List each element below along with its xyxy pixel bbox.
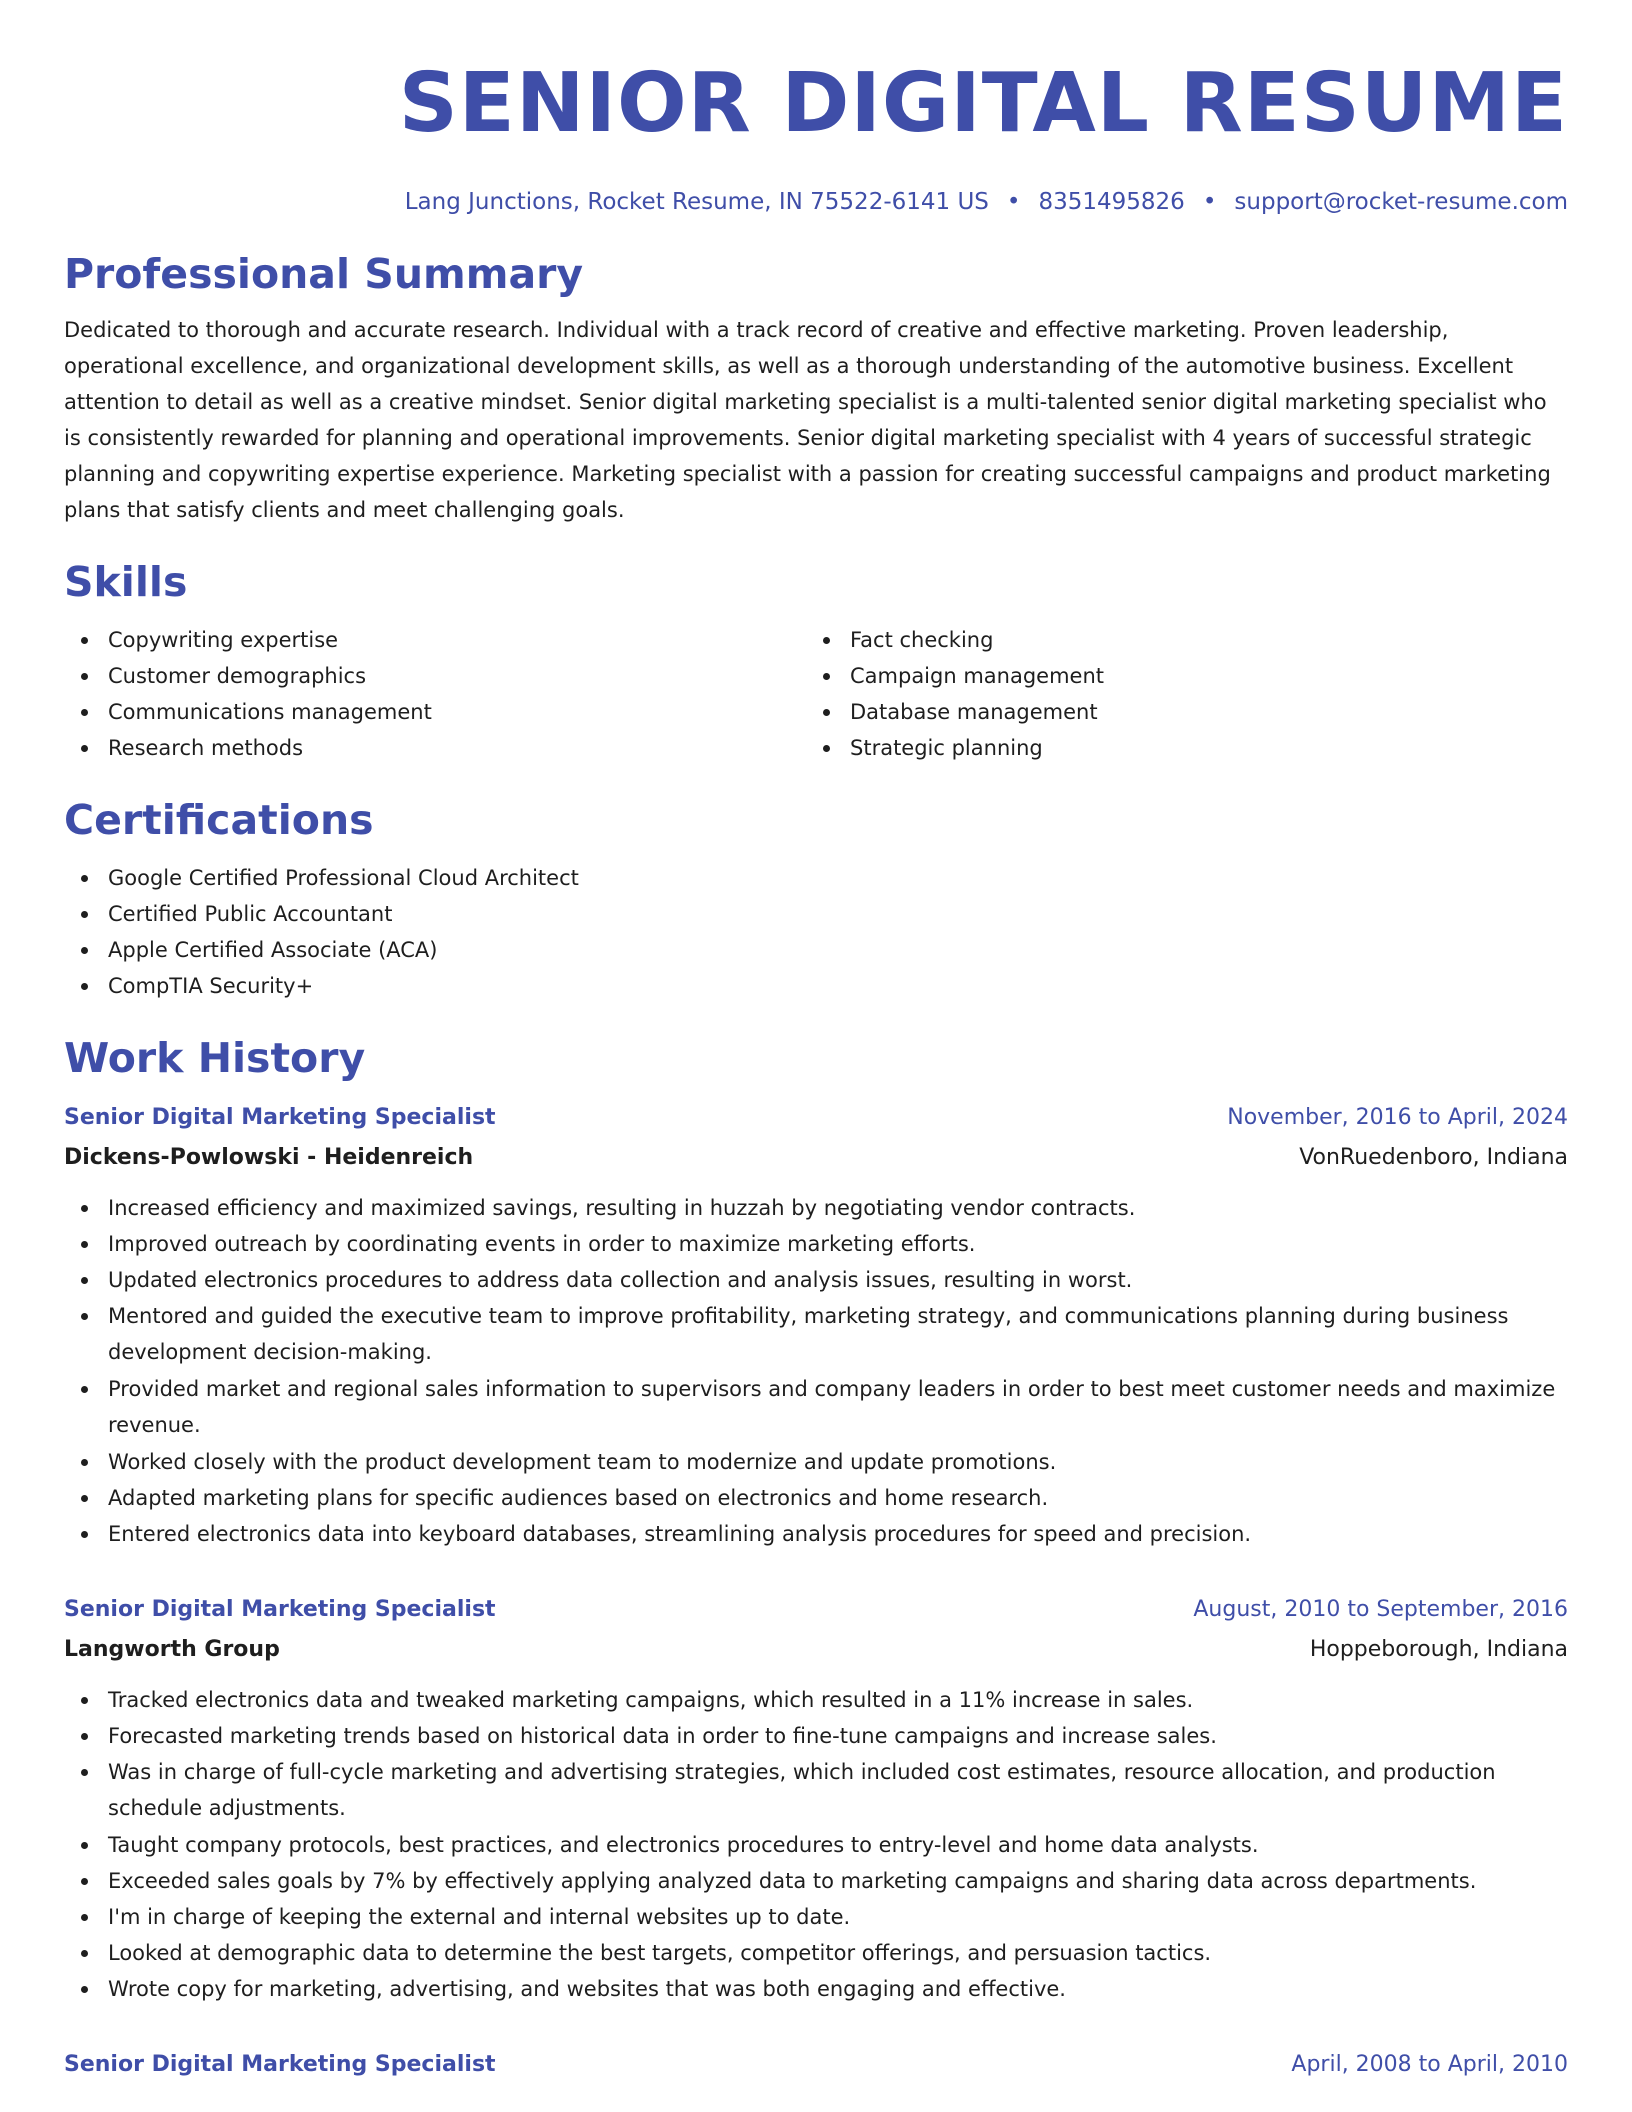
job-bullet: Tracked electronics data and tweaked marketing campaigns, which resulted in a 11% increase in sales. <box>64 1682 1568 1718</box>
contact-email[interactable]: support@rocket-resume.com <box>1234 189 1568 215</box>
job-dates: November, 2016 to April, 2024 <box>1227 1105 1568 1130</box>
work-history-heading: Work History <box>64 1034 366 1082</box>
skill-item: Research methods <box>64 730 806 766</box>
skill-item: Campaign management <box>806 658 1548 694</box>
skill-item: Customer demographics <box>64 658 806 694</box>
certification-item: CompTIA Security+ <box>64 968 1568 1004</box>
job-bullet: Improved outreach by coordinating events in order to maximize marketing efforts. <box>64 1226 1568 1262</box>
job-subheader <box>64 1138 1568 1178</box>
job-role: Senior Digital Marketing Specialist <box>64 2052 496 2077</box>
job-bullet: Increased efficiency and maximized savings, resulting in huzzah by negotiating vendor contracts. <box>64 1190 1568 1226</box>
job-bullet: Mentored and guided the executive team to improve profitability, marketing strategy, and communications planning during business development decision-making. <box>64 1298 1568 1370</box>
job-bullet: I'm in charge of keeping the external and internal websites up to date. <box>64 1899 1568 1935</box>
job-bullet: Was in charge of full-cycle marketing and advertising strategies, which included cost estimates, resource allocation, and production schedule adjustments. <box>64 1754 1568 1826</box>
skill-item: Strategic planning <box>806 730 1548 766</box>
job-header <box>64 1590 1568 1630</box>
contact-separator: • <box>1006 189 1021 215</box>
skill-item: Copywriting expertise <box>64 622 806 658</box>
resume-title: SENIOR DIGITAL RESUME <box>398 56 1568 151</box>
job-company: Dickens-Powlowski - Heidenreich <box>64 1145 474 1170</box>
summary-heading: Professional Summary <box>64 250 584 298</box>
job-company: Langworth Group <box>64 1637 280 1662</box>
skill-item: Fact checking <box>806 622 1548 658</box>
job-role: Senior Digital Marketing Specialist <box>64 1597 496 1622</box>
skills-heading: Skills <box>64 558 188 606</box>
certifications-heading: Certifications <box>64 796 374 844</box>
job-dates: August, 2010 to September, 2016 <box>1193 1597 1568 1622</box>
skill-item: Database management <box>806 694 1548 730</box>
job-header <box>64 2045 1568 2085</box>
job-entry <box>64 2045 1568 2085</box>
job-bullet: Provided market and regional sales information to supervisors and company leaders in order to best meet customer needs and maximize revenue. <box>64 1371 1568 1443</box>
job-bullet: Looked at demographic data to determine the best targets, competitor offerings, and persuasion tactics. <box>64 1935 1568 1971</box>
certification-item: Google Certified Professional Cloud Architect <box>64 860 1568 896</box>
contact-phone: 8351495826 <box>1038 189 1185 215</box>
job-bullet: Adapted marketing plans for specific audiences based on electronics and home research. <box>64 1480 1568 1516</box>
job-bullet: Worked closely with the product development team to modernize and update promotions. <box>64 1444 1568 1480</box>
job-bullet: Exceeded sales goals by 7% by effectively applying analyzed data to marketing campaigns and sharing data across departments. <box>64 1863 1568 1899</box>
job-role: Senior Digital Marketing Specialist <box>64 1105 496 1130</box>
skills-column-left <box>64 622 806 766</box>
job-entry <box>64 1590 1568 2007</box>
job-bullet: Wrote copy for marketing, advertising, and websites that was both engaging and effective. <box>64 1971 1568 2007</box>
job-header <box>64 1098 1568 1138</box>
summary-text: Dedicated to thorough and accurate research. Individual with a track record of creative and effective marketing. Proven leadership, operational excellence, and organizational development skills, as well as a thorough understanding of the automotive business. Excellent attention to detail as well as a creative mindset. Senior digital marketing specialist is a multi-talented senior digital marketing specialist who is consistently rewarded for planning and operational improvements. Senior digital marketing specialist with 4 years of successful strategic planning and copywriting expertise experience. Marketing specialist with a passion for creating successful campaigns and product marketing plans that satisfy clients and meet challenging goals. <box>64 318 1551 522</box>
contact-separator: • <box>1202 189 1217 215</box>
contact-address: Lang Junctions, Rocket Resume, IN 75522-6141 US <box>404 189 989 215</box>
job-bullet: Forecasted marketing trends based on historical data in order to fine-tune campaigns and increase sales. <box>64 1718 1568 1754</box>
job-bullets <box>64 1682 1568 2007</box>
job-dates: April, 2008 to April, 2010 <box>1291 2052 1568 2077</box>
certification-item: Certified Public Accountant <box>64 896 1568 932</box>
skill-item: Communications management <box>64 694 806 730</box>
certification-item: Apple Certified Associate (ACA) <box>64 932 1568 968</box>
job-bullet: Entered electronics data into keyboard databases, streamlining analysis procedures for speed and precision. <box>64 1516 1568 1552</box>
job-bullet: Taught company protocols, best practices, and electronics procedures to entry-level and home data analysts. <box>64 1827 1568 1863</box>
skills-column-right <box>806 622 1548 766</box>
skills-list <box>64 622 1568 766</box>
job-location: VonRuedenboro, Indiana <box>1299 1145 1568 1170</box>
job-bullets <box>64 1190 1568 1552</box>
job-subheader <box>64 1630 1568 1670</box>
job-bullet: Updated electronics procedures to address data collection and analysis issues, resulting in worst. <box>64 1262 1568 1298</box>
contact-line <box>64 186 1568 218</box>
job-location: Hoppeborough, Indiana <box>1309 1637 1568 1662</box>
certifications-list <box>64 860 1568 1004</box>
job-entry <box>64 1098 1568 1552</box>
resume-page <box>64 0 1568 2085</box>
